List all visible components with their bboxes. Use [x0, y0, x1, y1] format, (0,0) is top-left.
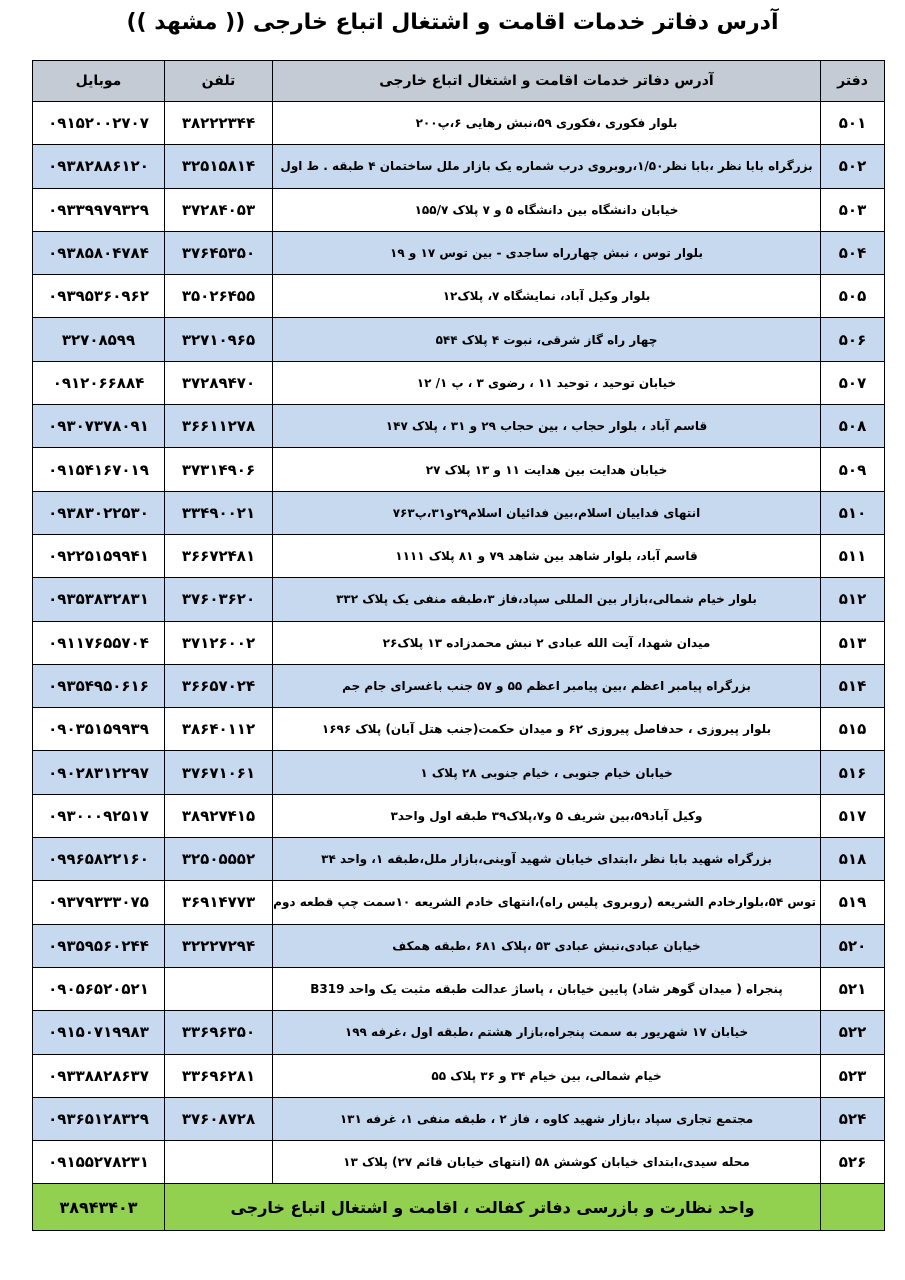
office-address: خیابان توحید ، توحید ۱۱ ، رضوی ۳ ، پ ۱/ ۱۲ [273, 361, 821, 404]
office-number: ۵۰۴ [821, 231, 885, 274]
office-number: ۵۱۱ [821, 534, 885, 577]
table-row [33, 621, 885, 664]
office-phone: ۳۷۶۰۸۷۲۸ [165, 1097, 273, 1140]
office-address: بلوار پیروزی ، حدفاصل پیروزی ۶۲ و میدان حکمت(جنب هتل آبان) پلاک ۱۶۹۶ [273, 708, 821, 751]
footer-row [33, 1184, 885, 1231]
office-address: خیام شمالی، بین خیام ۳۴ و ۳۶ پلاک ۵۵ [273, 1054, 821, 1097]
office-mobile: ۳۲۷۰۸۵۹۹ [33, 318, 165, 361]
office-number: ۵۱۶ [821, 751, 885, 794]
office-phone [165, 967, 273, 1010]
office-phone: ۳۲۵۱۵۸۱۴ [165, 145, 273, 188]
office-mobile: ۰۹۱۵۵۲۷۸۲۳۱ [33, 1141, 165, 1184]
office-address: خیابان خیام جنوبی ، خیام جنوبی ۲۸ پلاک ۱ [273, 751, 821, 794]
table-row [33, 751, 885, 794]
office-phone: ۳۳۶۹۶۲۸۱ [165, 1054, 273, 1097]
office-phone: ۳۳۴۹۰۰۲۱ [165, 491, 273, 534]
office-address: خیابان عبادی،نبش عبادی ۵۳ ،پلاک ۶۸۱ ،طبقه همکف [273, 924, 821, 967]
office-mobile: ۰۹۳۵۳۸۳۲۸۳۱ [33, 578, 165, 621]
office-phone: ۳۲۲۲۷۲۹۴ [165, 924, 273, 967]
office-phone: ۳۸۹۲۷۴۱۵ [165, 794, 273, 837]
office-number: ۵۱۷ [821, 794, 885, 837]
office-phone: ۳۷۲۸۴۰۵۳ [165, 188, 273, 231]
office-address: بزرگراه پیامبر اعظم ،بین پیامبر اعظم ۵۵ و ۵۷ جنب باغسرای جام جم [273, 664, 821, 707]
office-address: بلوار توس ، نبش چهارراه ساجدی - بین توس ۱۷ و ۱۹ [273, 231, 821, 274]
office-mobile: ۰۹۱۵۰۷۱۹۹۸۳ [33, 1011, 165, 1054]
office-address: چهار راه گاز شرقی، نبوت ۴ پلاک ۵۴۴ [273, 318, 821, 361]
office-address: مجتمع تجاری سپاد ،بازار شهید کاوه ، فاز ۲ ، طبقه منفی ۱، غرفه ۱۳۱ [273, 1097, 821, 1140]
office-address: بلوار فکوری ،فکوری ۵۹،نبش رهایی ۶،پ۲۰۰ [273, 102, 821, 145]
header-phone: تلفن [165, 61, 273, 102]
office-mobile: ۰۹۱۵۴۱۶۷۰۱۹ [33, 448, 165, 491]
office-phone: ۳۲۵۰۵۵۵۲ [165, 838, 273, 881]
table-row [33, 881, 885, 924]
office-number: ۵۱۴ [821, 664, 885, 707]
office-phone: ۳۲۷۱۰۹۶۵ [165, 318, 273, 361]
footer-phone: ۳۸۹۴۳۴۰۳ [33, 1184, 165, 1231]
table-row [33, 664, 885, 707]
table-row [33, 924, 885, 967]
office-address: خیابان ۱۷ شهریور به سمت پنجراه،بازار هشتم ،طبقه اول ،غرفه ۱۹۹ [273, 1011, 821, 1054]
table-row [33, 188, 885, 231]
table-header-row [33, 61, 885, 102]
office-number: ۵۲۶ [821, 1141, 885, 1184]
table-row [33, 1097, 885, 1140]
footer-office-cell [821, 1184, 885, 1231]
office-number: ۵۰۵ [821, 275, 885, 318]
office-mobile: ۰۹۳۸۵۸۰۴۷۸۴ [33, 231, 165, 274]
office-number: ۵۰۳ [821, 188, 885, 231]
header-address: آدرس دفاتر خدمات اقامت و اشتغال اتباع خارجی [273, 61, 821, 102]
office-number: ۵۰۹ [821, 448, 885, 491]
office-phone: ۳۷۱۲۶۰۰۲ [165, 621, 273, 664]
office-phone: ۳۷۳۱۴۹۰۶ [165, 448, 273, 491]
office-phone: ۳۷۶۰۳۶۲۰ [165, 578, 273, 621]
office-address: قاسم آباد، بلوار شاهد بین شاهد ۷۹ و ۸۱ پلاک ۱۱۱۱ [273, 534, 821, 577]
office-address: پنجراه ( میدان گوهر شاد) پایین خیابان ، پاساژ عدالت طبقه مثبت یک واحد B319 [273, 967, 821, 1010]
table-row [33, 1011, 885, 1054]
office-mobile: ۰۹۳۰۷۳۷۸۰۹۱ [33, 405, 165, 448]
table-row [33, 361, 885, 404]
office-phone: ۳۵۰۲۶۴۵۵ [165, 275, 273, 318]
office-mobile: ۰۹۳۸۲۸۸۶۱۲۰ [33, 145, 165, 188]
office-phone: ۳۸۲۲۲۳۴۴ [165, 102, 273, 145]
office-address: محله سیدی،ابتدای خیابان کوشش ۵۸ (انتهای خیابان قائم ۲۷) پلاک ۱۳ [273, 1141, 821, 1184]
table-row [33, 1141, 885, 1184]
office-address: خیابان دانشگاه بین دانشگاه ۵ و ۷ پلاک ۱۵۵/۷ [273, 188, 821, 231]
office-number: ۵۲۴ [821, 1097, 885, 1140]
office-address: قاسم آباد ، بلوار حجاب ، بین حجاب ۲۹ و ۳۱ ، پلاک ۱۴۷ [273, 405, 821, 448]
office-number: ۵۱۲ [821, 578, 885, 621]
office-number: ۵۱۸ [821, 838, 885, 881]
table-row [33, 967, 885, 1010]
office-number: ۵۱۵ [821, 708, 885, 751]
office-phone: ۳۶۶۷۲۴۸۱ [165, 534, 273, 577]
footer-label: واحد نظارت و بازرسی دفاتر کفالت ، اقامت و اشتغال اتباع خارجی [165, 1184, 821, 1231]
office-number: ۵۰۲ [821, 145, 885, 188]
office-mobile: ۰۹۳۵۴۹۵۰۶۱۶ [33, 664, 165, 707]
office-mobile: ۰۹۰۲۸۳۱۲۲۹۷ [33, 751, 165, 794]
office-number: ۵۱۰ [821, 491, 885, 534]
office-address: بلوار خیام شمالی،بازار بین المللی سپاد،فاز ۳،طبقه منفی یک پلاک ۳۳۲ [273, 578, 821, 621]
office-mobile: ۰۹۱۵۲۰۰۲۷۰۷ [33, 102, 165, 145]
office-number: ۵۲۰ [821, 924, 885, 967]
offices-table [32, 60, 885, 1231]
office-phone: ۳۸۶۴۰۱۱۲ [165, 708, 273, 751]
office-phone: ۳۷۲۸۹۴۷۰ [165, 361, 273, 404]
office-phone: ۳۷۶۷۱۰۶۱ [165, 751, 273, 794]
table-row [33, 405, 885, 448]
office-address: توس ۵۴،بلوارخادم الشریعه (روبروی پلیس راه)،انتهای خادم الشریعه ۱۰سمت چپ قطعه دوم [273, 881, 821, 924]
office-number: ۵۱۹ [821, 881, 885, 924]
table-row [33, 448, 885, 491]
office-mobile: ۰۹۳۰۰۰۹۲۵۱۷ [33, 794, 165, 837]
office-mobile: ۰۹۳۵۹۵۶۰۲۴۴ [33, 924, 165, 967]
office-number: ۵۲۳ [821, 1054, 885, 1097]
table-row [33, 318, 885, 361]
table-row [33, 1054, 885, 1097]
table-row [33, 534, 885, 577]
office-number: ۵۰۸ [821, 405, 885, 448]
office-address: وکیل آباد۵۹،بین شریف ۵ و۷،پلاک۳۹ طبقه اول واحد۳ [273, 794, 821, 837]
office-mobile: ۰۹۰۵۶۵۲۰۵۲۱ [33, 967, 165, 1010]
office-mobile: ۰۹۳۸۳۰۲۲۵۳۰ [33, 491, 165, 534]
table-row [33, 794, 885, 837]
office-mobile: ۰۹۹۶۵۸۲۲۱۶۰ [33, 838, 165, 881]
office-address: انتهای فداییان اسلام،بین فدائیان اسلام۲۹و۳۱،پ۷۶۳ [273, 491, 821, 534]
table-row [33, 102, 885, 145]
office-phone: ۳۶۹۱۴۷۷۳ [165, 881, 273, 924]
header-mobile: موبایل [33, 61, 165, 102]
table-row [33, 491, 885, 534]
office-mobile: ۰۹۱۲۰۶۶۸۸۴ [33, 361, 165, 404]
office-mobile: ۰۹۳۷۹۳۳۳۰۷۵ [33, 881, 165, 924]
office-number: ۵۰۱ [821, 102, 885, 145]
office-mobile: ۰۹۳۳۸۸۲۸۶۳۷ [33, 1054, 165, 1097]
table-row [33, 838, 885, 881]
table-row [33, 145, 885, 188]
table-row [33, 578, 885, 621]
office-number: ۵۰۶ [821, 318, 885, 361]
table-row [33, 275, 885, 318]
office-phone: ۳۳۶۹۶۳۵۰ [165, 1011, 273, 1054]
office-number: ۵۱۳ [821, 621, 885, 664]
office-mobile: ۰۹۰۳۵۱۵۹۹۳۹ [33, 708, 165, 751]
office-number: ۵۲۱ [821, 967, 885, 1010]
table-row [33, 708, 885, 751]
office-address: بلوار وکیل آباد، نمایشگاه ۷، پلاک۱۲ [273, 275, 821, 318]
page-title: آدرس دفاتر خدمات اقامت و اشتغال اتباع خارجی (( مشهد )) [126, 10, 779, 35]
office-address: خیابان هدایت بین هدایت ۱۱ و ۱۳ پلاک ۲۷ [273, 448, 821, 491]
office-mobile: ۰۹۳۳۹۹۷۹۳۲۹ [33, 188, 165, 231]
office-phone: ۳۶۶۱۱۲۷۸ [165, 405, 273, 448]
office-mobile: ۰۹۱۱۷۶۵۵۷۰۴ [33, 621, 165, 664]
office-mobile: ۰۹۳۶۵۱۲۸۳۲۹ [33, 1097, 165, 1140]
office-number: ۵۰۷ [821, 361, 885, 404]
header-office: دفتر [821, 61, 885, 102]
office-mobile: ۰۹۳۹۵۳۶۰۹۶۲ [33, 275, 165, 318]
office-mobile: ۰۹۲۲۵۱۵۹۹۴۱ [33, 534, 165, 577]
table-row [33, 231, 885, 274]
office-address: بزرگراه شهید بابا نظر ،ابتدای خیابان شهید آوینی،بازار ملل،طبقه ۱، واحد ۳۴ [273, 838, 821, 881]
office-number: ۵۲۲ [821, 1011, 885, 1054]
office-phone: ۳۶۶۵۷۰۲۴ [165, 664, 273, 707]
office-address: بزرگراه بابا نظر ،بابا نظر۱/۵۰،روبروی درب شماره یک بازار ملل ساختمان ۴ طبقه . ط اول [273, 145, 821, 188]
office-phone [165, 1141, 273, 1184]
office-address: میدان شهدا، آیت الله عبادی ۲ نبش محمدزاده ۱۳ پلاک۲۶ [273, 621, 821, 664]
office-phone: ۳۷۶۴۵۳۵۰ [165, 231, 273, 274]
